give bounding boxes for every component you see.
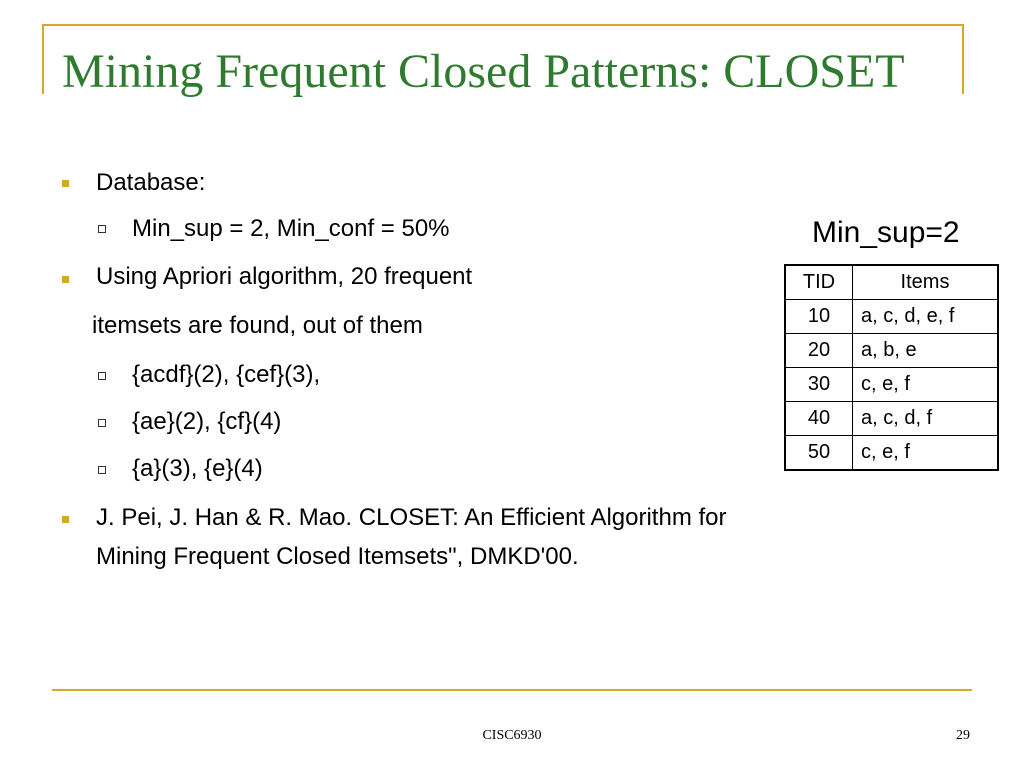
footer-course: CISC6930 <box>482 728 542 743</box>
bullet-square-icon <box>62 180 69 187</box>
bullet-database: Database: <box>96 169 206 196</box>
bullet-reference: J. Pei, J. Han & R. Mao. CLOSET: An Efficient Algorithm for <box>96 504 727 531</box>
transaction-table <box>784 264 999 471</box>
sub-bullet-hollow-square-icon <box>98 466 106 474</box>
bullet-square-icon <box>62 276 69 283</box>
min-sup-label: Min_sup=2 <box>812 216 960 249</box>
sub-bullet-itemsets-1: {acdf}(2), {cef}(3), <box>132 361 321 388</box>
table-row <box>785 436 998 471</box>
title-frame-right <box>962 24 964 94</box>
sub-bullet-hollow-square-icon <box>98 225 106 233</box>
title-frame-left <box>42 24 44 94</box>
table-cell-tid: 50 <box>785 436 853 471</box>
table-cell-tid: 10 <box>785 300 853 334</box>
table-row <box>785 368 998 402</box>
table-cell-tid: 40 <box>785 402 853 436</box>
title-frame-top <box>42 24 962 26</box>
table-cell-items: c, e, f <box>853 368 999 402</box>
table-row <box>785 300 998 334</box>
table-cell-tid: 20 <box>785 334 853 368</box>
table-cell-items: a, b, e <box>853 334 999 368</box>
table-cell-items: a, c, d, e, f <box>853 300 999 334</box>
footer-divider <box>52 689 972 691</box>
table-header-items: Items <box>853 265 999 300</box>
bullet-apriori: Using Apriori algorithm, 20 frequent <box>96 263 473 290</box>
table-cell-items: c, e, f <box>853 436 999 471</box>
table-header-tid: TID <box>785 265 853 300</box>
sub-bullet-min-sup: Min_sup = 2, Min_conf = 50% <box>132 215 450 242</box>
slide-title: Mining Frequent Closed Patterns: CLOSET <box>62 45 905 98</box>
table-row <box>785 402 998 436</box>
bullet-apriori-continued: itemsets are found, out of them <box>92 312 423 339</box>
table-cell-tid: 30 <box>785 368 853 402</box>
sub-bullet-hollow-square-icon <box>98 419 106 427</box>
bullet-square-icon <box>62 516 69 523</box>
sub-bullet-itemsets-3: {a}(3), {e}(4) <box>132 455 263 482</box>
bullet-reference-continued: Mining Frequent Closed Itemsets", DMKD'00. <box>96 543 579 570</box>
table-row <box>785 334 998 368</box>
sub-bullet-hollow-square-icon <box>98 372 106 380</box>
table-header-row <box>785 265 998 300</box>
footer-page-number: 29 <box>956 728 970 743</box>
sub-bullet-itemsets-2: {ae}(2), {cf}(4) <box>132 408 282 435</box>
table-cell-items: a, c, d, f <box>853 402 999 436</box>
